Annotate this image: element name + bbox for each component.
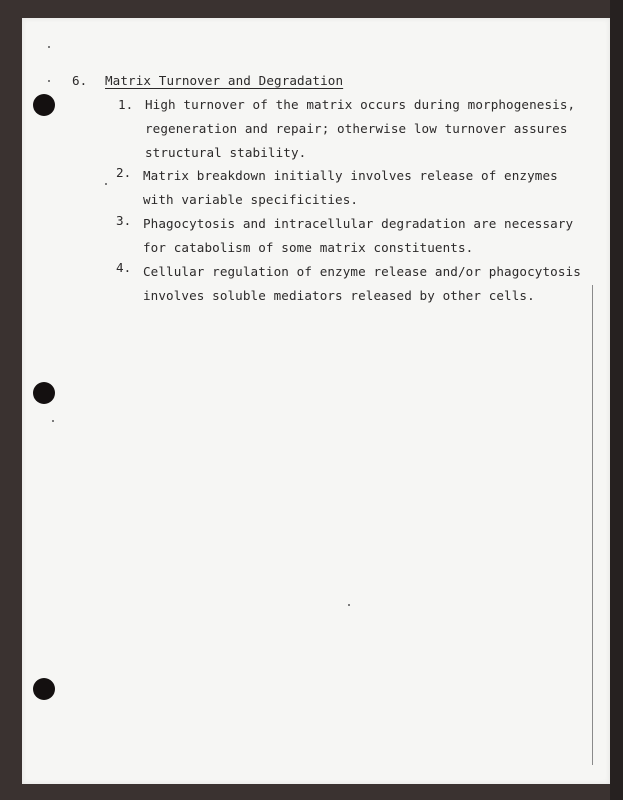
punch-hole-bottom: [33, 678, 55, 700]
punch-hole-middle: [33, 382, 55, 404]
scan-border: [610, 0, 623, 800]
item-number: 4.: [116, 260, 132, 275]
scan-speck: [48, 46, 50, 48]
section-title: Matrix Turnover and Degradation: [105, 73, 344, 88]
section-number: 6.: [72, 73, 88, 88]
page-edge-line: [592, 285, 593, 765]
scan-speck: [52, 420, 54, 422]
item-number: 1.: [118, 97, 134, 112]
item-line: involves soluble mediators released by other cells.: [143, 288, 535, 303]
scan-speck: [105, 183, 107, 185]
item-line: Cellular regulation of enzyme release and/or phagocytosis: [143, 264, 581, 279]
item-line: with variable specificities.: [143, 192, 359, 207]
item-line: Matrix breakdown initially involves release of enzymes: [143, 168, 558, 183]
item-line: structural stability.: [145, 145, 307, 160]
item-line: regeneration and repair; otherwise low turnover assures: [145, 121, 568, 136]
item-line: High turnover of the matrix occurs during morphogenesis,: [145, 97, 576, 112]
item-number: 3.: [116, 213, 132, 228]
scan-speck: [48, 80, 50, 82]
item-number: 2.: [116, 165, 132, 180]
scan-speck: [348, 604, 350, 606]
item-line: for catabolism of some matrix constituents.: [143, 240, 474, 255]
item-line: Phagocytosis and intracellular degradation are necessary: [143, 216, 574, 231]
punch-hole-top: [33, 94, 55, 116]
